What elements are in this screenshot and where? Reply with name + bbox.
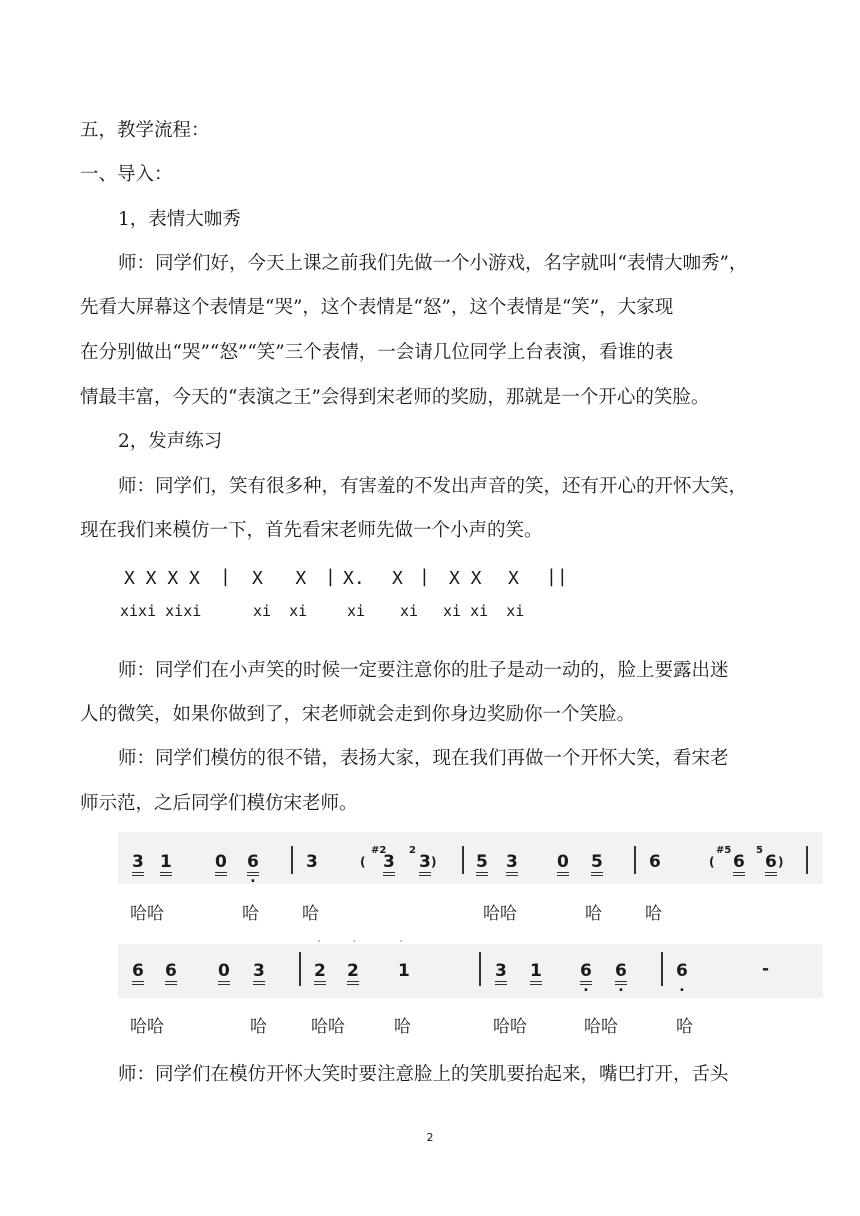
paragraph-line: 师示范，之后同学们模仿宋老师。 bbox=[80, 793, 358, 814]
note: 1 bbox=[398, 961, 410, 981]
barline bbox=[634, 846, 636, 874]
paragraph-line: 师：同学们在模仿开怀大笑时要注意脸上的笑肌要抬起来，嘴巴打开，舌头 bbox=[118, 1064, 729, 1085]
paren-open: ( bbox=[360, 855, 366, 869]
barline bbox=[806, 846, 808, 874]
note: 3 bbox=[383, 854, 395, 876]
note: 6 . bbox=[615, 963, 627, 985]
lyric: 哈 bbox=[302, 904, 319, 924]
paragraph-line: 师：同学们，笑有很多种，有害羞的不发出声音的笑，还有开心的开怀大笑， bbox=[118, 476, 748, 497]
lyric: 哈 bbox=[645, 904, 662, 924]
rhythm-measure-4a: X X bbox=[449, 568, 482, 589]
rhythm-measure-1: X X X X bbox=[124, 568, 200, 589]
lyric: 哈哈 bbox=[130, 904, 164, 924]
note: 6 bbox=[733, 854, 745, 876]
section-heading-flow: 五，教学流程： bbox=[80, 120, 210, 141]
grace-note: 5 bbox=[756, 845, 763, 856]
item-title-expression-show: 1，表情大咖秀 bbox=[118, 209, 241, 230]
barline: | bbox=[220, 566, 231, 587]
fragment-mark: ' bbox=[400, 939, 403, 948]
note: 3 bbox=[495, 963, 507, 985]
lyric: 哈 bbox=[242, 904, 259, 924]
note: 0 bbox=[218, 963, 230, 985]
section-heading-intro: 一、导入： bbox=[80, 164, 173, 185]
final-barline: || bbox=[546, 566, 568, 587]
fragment-mark: ' bbox=[318, 939, 321, 948]
lyric: 哈 bbox=[250, 1017, 267, 1037]
syllable: xi bbox=[347, 602, 366, 620]
barline bbox=[462, 846, 464, 874]
note: 1 bbox=[160, 854, 172, 876]
paren-open: ( bbox=[709, 855, 715, 869]
note: 6 . bbox=[247, 854, 259, 876]
lyric: 哈 bbox=[394, 1017, 411, 1037]
syllable: xi xi bbox=[253, 602, 308, 620]
paren-close: ) bbox=[778, 855, 784, 869]
paragraph-line: 人的微笑，如果你做到了，宋老师就会走到你身边奖励你一个笑脸。 bbox=[80, 704, 636, 725]
note: 6 bbox=[765, 854, 777, 876]
note: 2 bbox=[347, 963, 359, 985]
note: 6 bbox=[165, 963, 177, 985]
note: 5 bbox=[591, 854, 603, 876]
lyric: 哈哈 bbox=[584, 1017, 618, 1037]
lyric: 哈哈 bbox=[483, 904, 517, 924]
lyric: 哈哈 bbox=[130, 1017, 164, 1037]
note: 5 bbox=[476, 854, 488, 876]
note: 6 bbox=[132, 963, 144, 985]
barline bbox=[299, 952, 301, 986]
barline bbox=[291, 846, 293, 874]
grace-note: 2 bbox=[409, 845, 416, 856]
rhythm-measure-3a: X. bbox=[343, 568, 365, 589]
syllable: xi bbox=[400, 602, 419, 620]
paragraph-line: 现在我们来模仿一下，首先看宋老师先做一个小声的笑。 bbox=[80, 520, 543, 541]
grace-note: #5 bbox=[716, 845, 732, 856]
barline: | bbox=[419, 566, 430, 587]
paragraph-line: 先看大屏幕这个表情是“哭”，这个表情是“怒”，这个表情是“笑”，大家现 bbox=[80, 297, 674, 318]
note: 0 bbox=[557, 854, 569, 876]
paragraph-line: 在分别做出“哭”“怒”“笑”三个表情，一会请几位同学上台表演，看谁的表 bbox=[80, 342, 674, 363]
paragraph-line: 师：同学们在小声笑的时候一定要注意你的肚子是动一动的，脸上要露出迷 bbox=[118, 660, 729, 681]
note: 2 bbox=[314, 963, 326, 985]
note: 6 . bbox=[580, 963, 592, 985]
lyric: 哈 bbox=[585, 904, 602, 924]
paren-close: ) bbox=[431, 855, 437, 869]
sustain-dash: - bbox=[762, 959, 770, 979]
rhythm-measure-2: X X bbox=[252, 568, 307, 589]
syllable: xi xi xi bbox=[443, 602, 525, 620]
lyric: 哈 bbox=[676, 1017, 693, 1037]
barline bbox=[661, 952, 663, 986]
note: 3 bbox=[506, 854, 518, 876]
grace-note: #2 bbox=[371, 845, 387, 856]
syllable: xixi xixi bbox=[120, 602, 202, 620]
fragment-mark: ' bbox=[353, 939, 356, 948]
paragraph-line: 师：同学们模仿的很不错，表扬大家，现在我们再做一个开怀大笑，看宋老 bbox=[118, 748, 729, 769]
barline bbox=[479, 952, 481, 986]
paragraph-line: 情最丰富，今天的“表演之王”会得到宋老师的奖励，那就是一个开心的笑脸。 bbox=[80, 387, 710, 408]
lyric: 哈哈 bbox=[493, 1017, 527, 1037]
barline: | bbox=[325, 566, 336, 587]
note: 0 bbox=[215, 854, 227, 876]
note: 3 bbox=[306, 852, 318, 872]
note: 3 bbox=[253, 963, 265, 985]
note: 3 bbox=[419, 854, 431, 876]
item-title-vocal-practice: 2，发声练习 bbox=[118, 431, 223, 452]
lyric: 哈哈 bbox=[311, 1017, 345, 1037]
note: 1 bbox=[530, 963, 542, 985]
rhythm-measure-4b: X bbox=[508, 568, 519, 589]
rhythm-measure-3b: X bbox=[392, 568, 403, 589]
note: 6 . bbox=[676, 963, 688, 980]
note: 3 bbox=[132, 854, 144, 876]
page-number: 2 bbox=[426, 1131, 434, 1144]
paragraph-line: 师：同学们好，今天上课之前我们先做一个小游戏，名字就叫“表情大咖秀”， bbox=[118, 253, 748, 274]
note: 6 bbox=[649, 852, 661, 872]
